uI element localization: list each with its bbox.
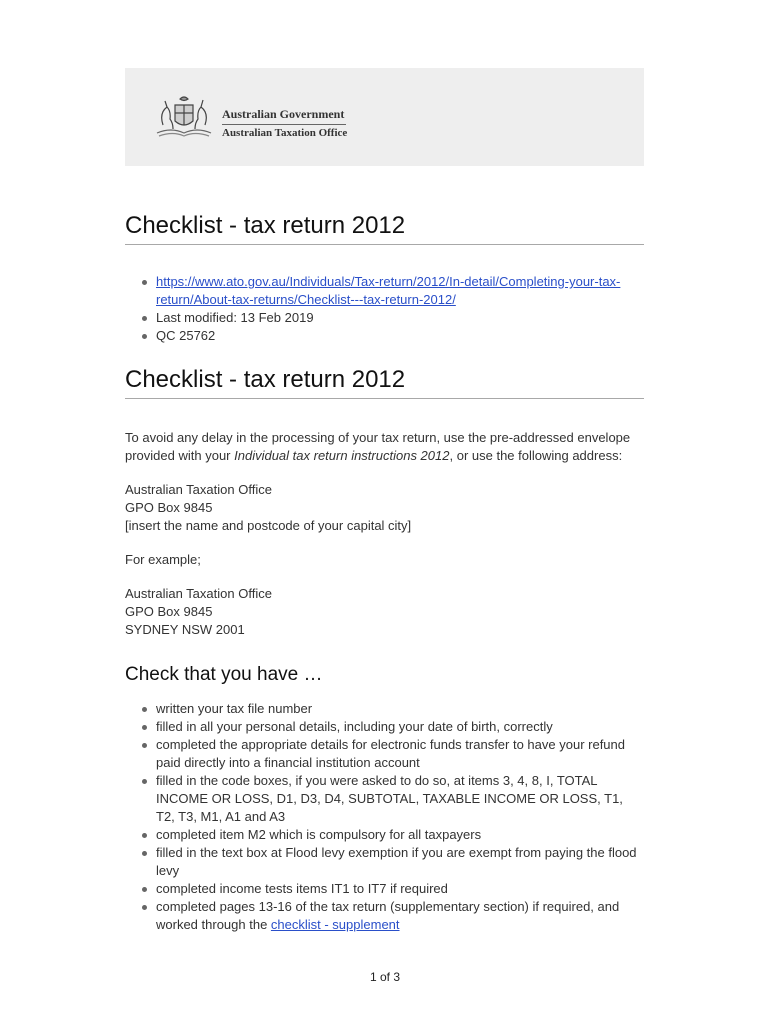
- checklist-item: completed the appropriate details for electronic funds transfer to have your refund paid directly into a financial institution account: [156, 736, 644, 772]
- checklist: [125, 700, 644, 934]
- checklist-item: filled in the text box at Flood levy exemption if you are exempt from paying the flood levy: [156, 844, 644, 880]
- section-title: Checklist - tax return 2012: [125, 366, 644, 399]
- meta-list: [125, 273, 644, 345]
- example-label: For example;: [125, 552, 201, 567]
- checklist-item: filled in all your personal details, including your date of birth, correctly: [156, 718, 644, 736]
- meta-last-modified: Last modified: 13 Feb 2019: [156, 309, 644, 327]
- address-line: SYDNEY NSW 2001: [125, 622, 245, 637]
- coat-of-arms-icon: [153, 95, 215, 139]
- intro-paragraph: [125, 429, 644, 465]
- address-line: Australian Taxation Office: [125, 586, 272, 601]
- address-line: Australian Taxation Office: [125, 482, 272, 497]
- checklist-item: filled in the code boxes, if you were asked to do so, at items 3, 4, 8, I, TOTAL INCOME OR LOSS, D1, D3, D4, SUBTOTAL, TAXABLE INCOME OR LOSS, T1, T2, T3, M1, A1 and A3: [156, 772, 644, 826]
- header-banner: [125, 68, 644, 166]
- intro-text-after: , or use the following address:: [449, 448, 623, 463]
- checklist-item: written your tax file number: [156, 700, 644, 718]
- page-title: Checklist - tax return 2012: [125, 212, 644, 245]
- meta-url-item: [156, 273, 644, 309]
- checklist-item: [156, 898, 644, 934]
- intro-text-italic: Individual tax return instructions 2012: [234, 448, 450, 463]
- agency-wordmark: [222, 108, 347, 140]
- page-number: 1 of 3: [369, 970, 401, 984]
- address-line: GPO Box 9845: [125, 604, 213, 619]
- wordmark-divider: [222, 124, 346, 125]
- checklist-item: completed item M2 which is compulsory for all taxpayers: [156, 826, 644, 844]
- address-block: [125, 481, 644, 535]
- example-address-block: [125, 585, 644, 639]
- meta-qc: QC 25762: [156, 327, 644, 345]
- government-label: Australian Government: [222, 107, 345, 121]
- agency-label: Australian Taxation Office: [222, 127, 348, 139]
- intro-text-before: To avoid any delay in the processing of your tax return, use the pre-addressed envelope provided with your: [125, 430, 631, 463]
- checklist-item: completed income tests items IT1 to IT7 if required: [156, 880, 644, 898]
- address-line: [insert the name and postcode of your capital city]: [125, 518, 412, 533]
- source-url-link[interactable]: https://www.ato.gov.au/Individuals/Tax-return/2012/In-detail/Completing-your-tax-return/About-tax-returns/Checklist---tax-return-2012/: [156, 274, 621, 307]
- checklist-supplement-link[interactable]: checklist - supplement: [270, 917, 400, 932]
- address-line: GPO Box 9845: [125, 500, 213, 515]
- check-heading: Check that you have …: [125, 664, 323, 685]
- document-page: [125, 68, 644, 934]
- checklist-item-text: completed pages 13-16 of the tax return (supplementary section) if required, and worked through the: [156, 899, 620, 932]
